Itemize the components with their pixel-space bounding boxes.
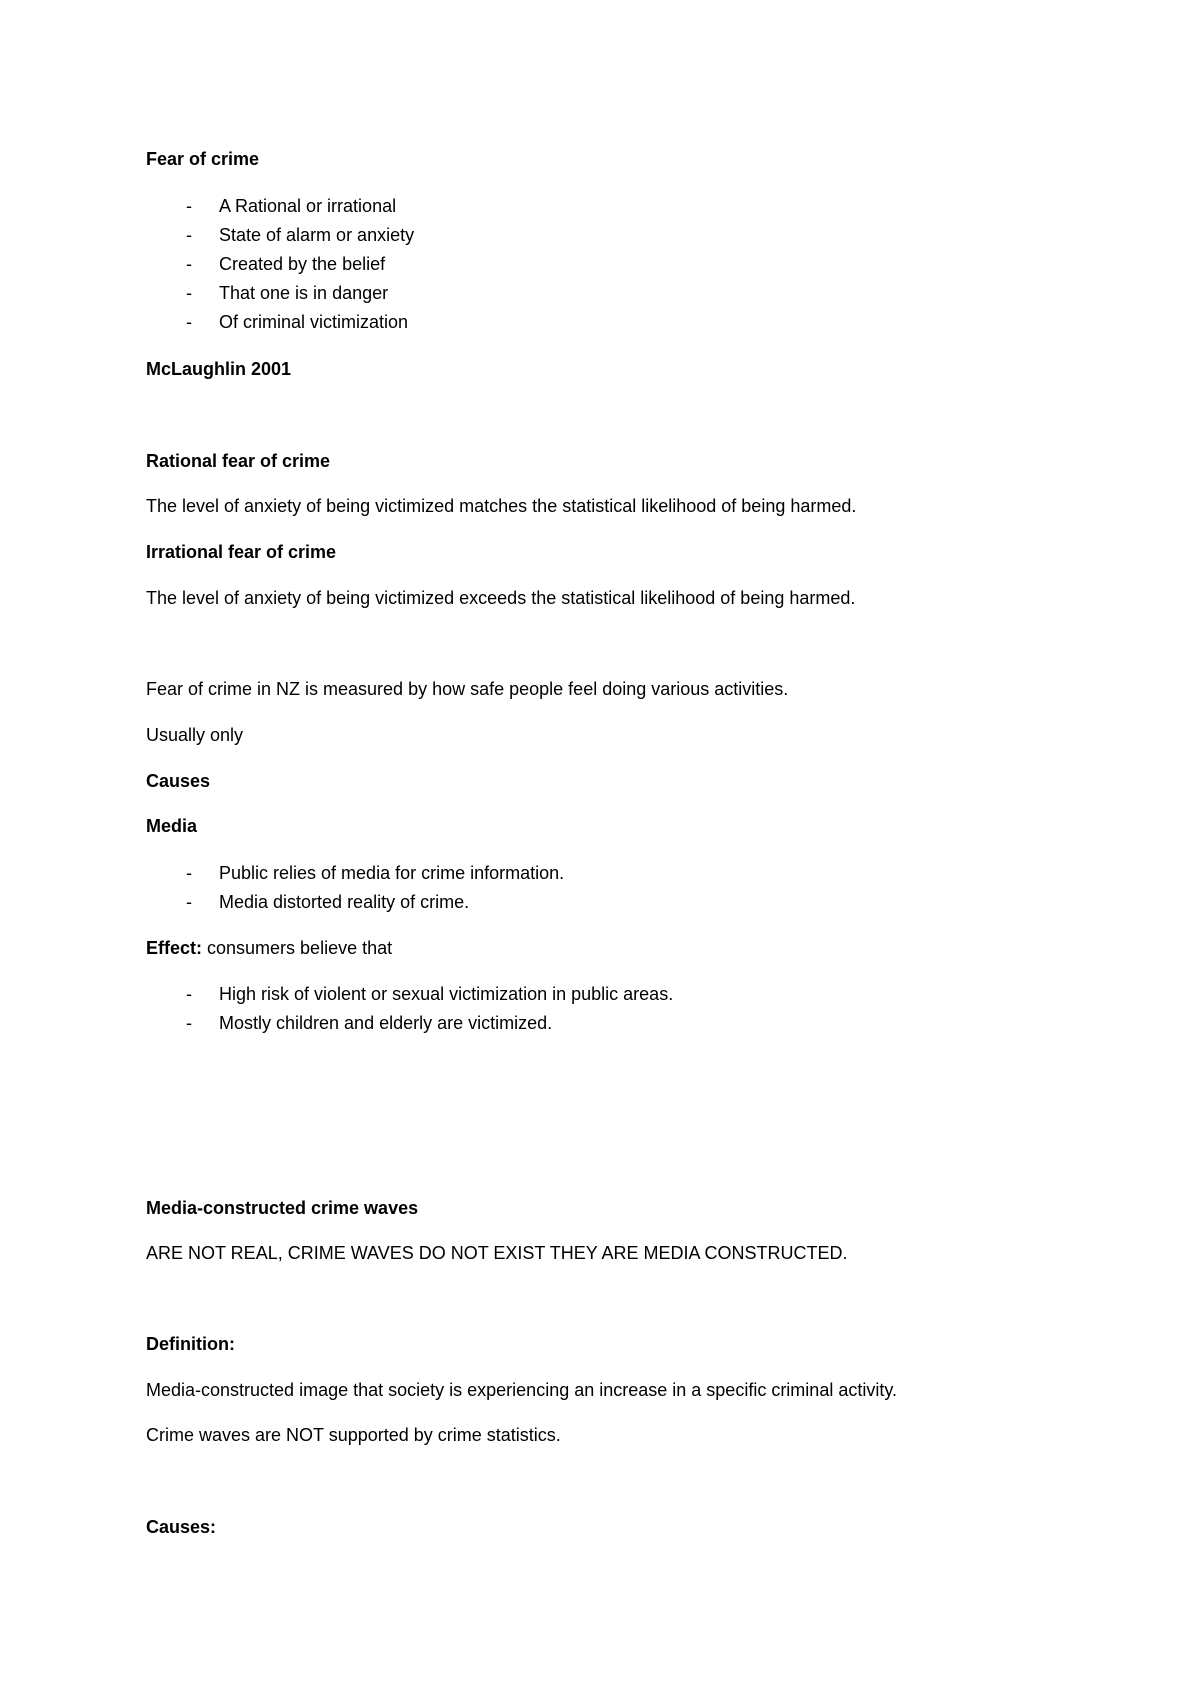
list-bullet: - (186, 892, 192, 912)
list-item: State of alarm or anxiety (219, 225, 415, 245)
list-item: Of criminal victimization (219, 312, 409, 332)
list-item: High risk of violent or sexual victimization in public areas. (219, 984, 674, 1004)
list-bullet: - (186, 312, 192, 332)
list-bullet: - (186, 984, 192, 1004)
list-bullet: - (186, 225, 192, 245)
list-bullet: - (186, 254, 192, 274)
list-bullet: - (186, 196, 192, 216)
heading-definition: Definition: (146, 1334, 235, 1354)
heading-causes-2: Causes: (146, 1517, 217, 1537)
list-bullet: - (186, 1013, 192, 1033)
paragraph-definition-2: Crime waves are NOT supported by crime statistics. (146, 1425, 561, 1445)
paragraph-usually-only: Usually only (146, 725, 244, 745)
paragraph-definition-1: Media-constructed image that society is experiencing an increase in a specific criminal activity. (146, 1380, 897, 1400)
list-item: Media distorted reality of crime. (219, 892, 470, 912)
paragraph-nz-measure: Fear of crime in NZ is measured by how safe people feel doing various activities. (146, 679, 789, 699)
list-bullet: - (186, 863, 192, 883)
citation: McLaughlin 2001 (146, 359, 292, 379)
list-item: A Rational or irrational (219, 196, 397, 216)
effect-label: Effect: (146, 938, 203, 958)
heading-rational-fear: Rational fear of crime (146, 451, 331, 471)
list-item: Mostly children and elderly are victimized. (219, 1013, 553, 1033)
effect-text: consumers believe that (202, 938, 393, 958)
paragraph-rational-fear: The level of anxiety of being victimized matches the statistical likelihood of being harmed. (146, 496, 857, 516)
heading-causes: Causes (146, 771, 211, 791)
heading-fear-of-crime: Fear of crime (146, 149, 260, 169)
list-item: Public relies of media for crime information. (219, 863, 565, 883)
list-item: Created by the belief (219, 254, 386, 274)
heading-media: Media (146, 816, 198, 836)
paragraph-irrational-fear: The level of anxiety of being victimized exceeds the statistical likelihood of being harmed. (146, 588, 856, 608)
list-bullet: - (186, 283, 192, 303)
heading-irrational-fear: Irrational fear of crime (146, 542, 337, 562)
list-item: That one is in danger (219, 283, 389, 303)
paragraph-crime-waves: ARE NOT REAL, CRIME WAVES DO NOT EXIST THEY ARE MEDIA CONSTRUCTED. (146, 1243, 848, 1263)
paragraph-effect (146, 937, 392, 959)
heading-crime-waves: Media-constructed crime waves (146, 1198, 419, 1218)
